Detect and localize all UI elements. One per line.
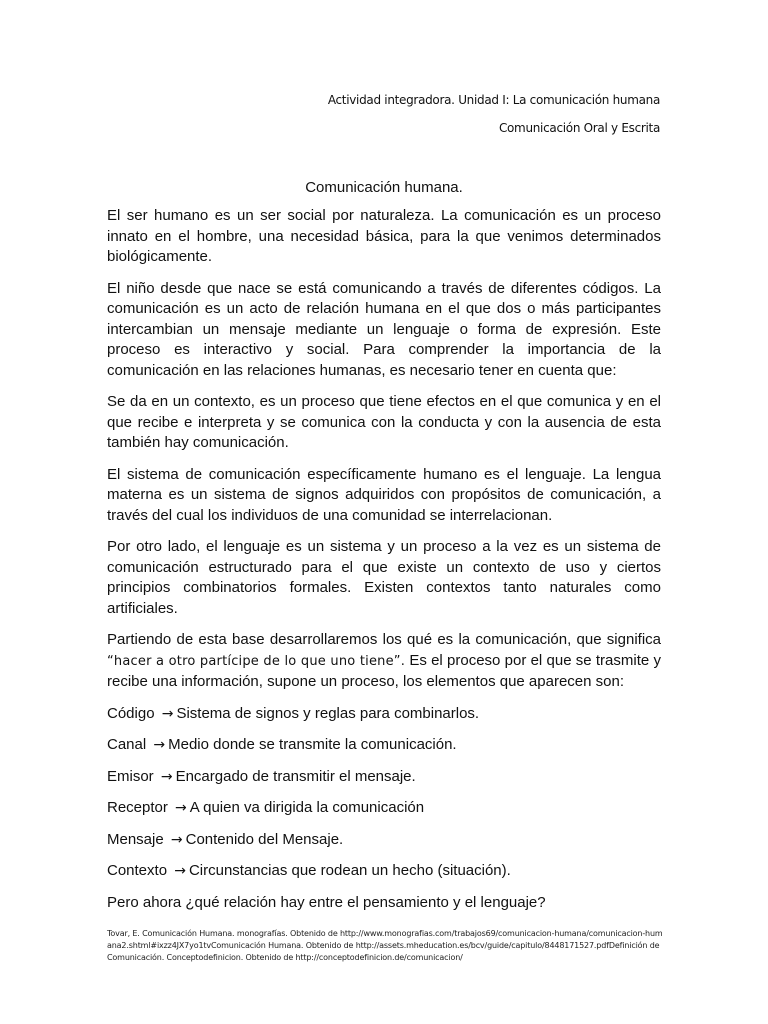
arrow-right-icon: →	[170, 831, 183, 848]
paragraph-definition	[107, 630, 661, 693]
paragraph-intro: El ser humano es un ser social por naturaleza. La comunicación es un proceso innato en el hombre, una necesidad básica, para la que venimos determinados biológicamente.	[107, 207, 661, 265]
list-item	[107, 830, 661, 851]
document-body	[107, 206, 661, 924]
list-item	[107, 861, 661, 882]
list-item	[107, 767, 661, 788]
list-item	[107, 735, 661, 756]
list-item	[107, 704, 661, 725]
element-description: A quien va dirigida la comunicación	[189, 799, 425, 816]
element-term: Emisor	[107, 767, 154, 785]
paragraph-context: Se da en un contexto, es un proceso que tiene efectos en el que comunica y en el que recibe e interpreta y se comunica con la conducta y con la ausencia de esta también hay comunicación.	[107, 393, 661, 451]
reference-tovar: Tovar, E. Comunicación Humana. monografías. Obtenido de http://www.monografias.com/trabajos69/comunicacion-humana/comunicacion-humana2.shtml#ixzz4JX7yo1tvComunicación Humana. Obtenido de http://assets.mheducation.es/bcv/guide/capitulo/8448171527.pdf	[107, 929, 663, 950]
element-term: Contexto	[107, 862, 168, 879]
header-activity-title: Actividad integradora. Unidad I: La comunicación humana	[327, 93, 660, 107]
element-description: Circunstancias que rodean un hecho (situación).	[188, 862, 511, 879]
arrow-right-icon: →	[175, 800, 187, 816]
arrow-right-icon: →	[160, 768, 173, 785]
element-description: Medio donde se transmite la comunicación.	[168, 736, 457, 753]
element-term: Mensaje	[107, 830, 164, 848]
paragraph-language-process: Por otro lado, el lenguaje es un sistema y un proceso a la vez es un sistema de comunicación estructurado para el que existe un contexto de uso y ciertos principios combinatorios formales. Existen contextos tanto naturales como artificiales.	[107, 538, 661, 617]
header-course-name: Comunicación Oral y Escrita	[498, 121, 660, 135]
element-description: Sistema de signos y reglas para combinarlos.	[176, 704, 480, 722]
definition-text-end: Es el proceso por el que se trasmite y recibe una información, supone un proceso, los elementos que aparecen son:	[107, 651, 661, 690]
element-description: Encargado de transmitir el mensaje.	[175, 767, 416, 785]
element-term: Canal	[107, 736, 147, 753]
closing-question: Pero ahora ¿qué relación hay entre el pensamiento y el lenguaje?	[107, 893, 546, 911]
arrow-right-icon: →	[174, 863, 186, 879]
element-term: Código	[107, 704, 155, 722]
document-title: Comunicación humana.	[305, 179, 463, 196]
definition-text-start: Partiendo de esta base desarrollaremos los qué es la comunicación, que significa	[107, 631, 661, 648]
reference-conceptodefinicion: Definición de Comunicación. Conceptodefinicion. Obtenido de http://conceptodefinicion.de/comunicacion/	[107, 941, 660, 962]
element-term: Receptor	[107, 799, 168, 816]
paragraph-child-communication: El niño desde que nace se está comunicando a través de diferentes códigos. La comunicación es un acto de relación humana en el que dos o más participantes intercambian un mensaje mediante un lenguaje o forma de expresión. Este proceso es interactivo y social. Para comprender la importancia de la comunicación en las relaciones humanas, es necesario tener en cuenta que:	[107, 279, 661, 379]
definition-quote: “hacer a otro partícipe de lo que uno tiene”.	[107, 653, 406, 669]
element-description: Contenido del Mensaje.	[185, 830, 344, 848]
arrow-right-icon: →	[161, 705, 174, 722]
references-footer	[107, 928, 667, 964]
list-item	[107, 798, 661, 819]
communication-elements-list	[107, 704, 661, 914]
paragraph-language-system: El sistema de comunicación específicamente humano es el lenguaje. La lengua materna es un sistema de signos adquiridos con propósitos de comunicación, a través del cual los individuos de una comunidad se interrelacionan.	[107, 465, 661, 524]
arrow-right-icon: →	[153, 737, 166, 753]
